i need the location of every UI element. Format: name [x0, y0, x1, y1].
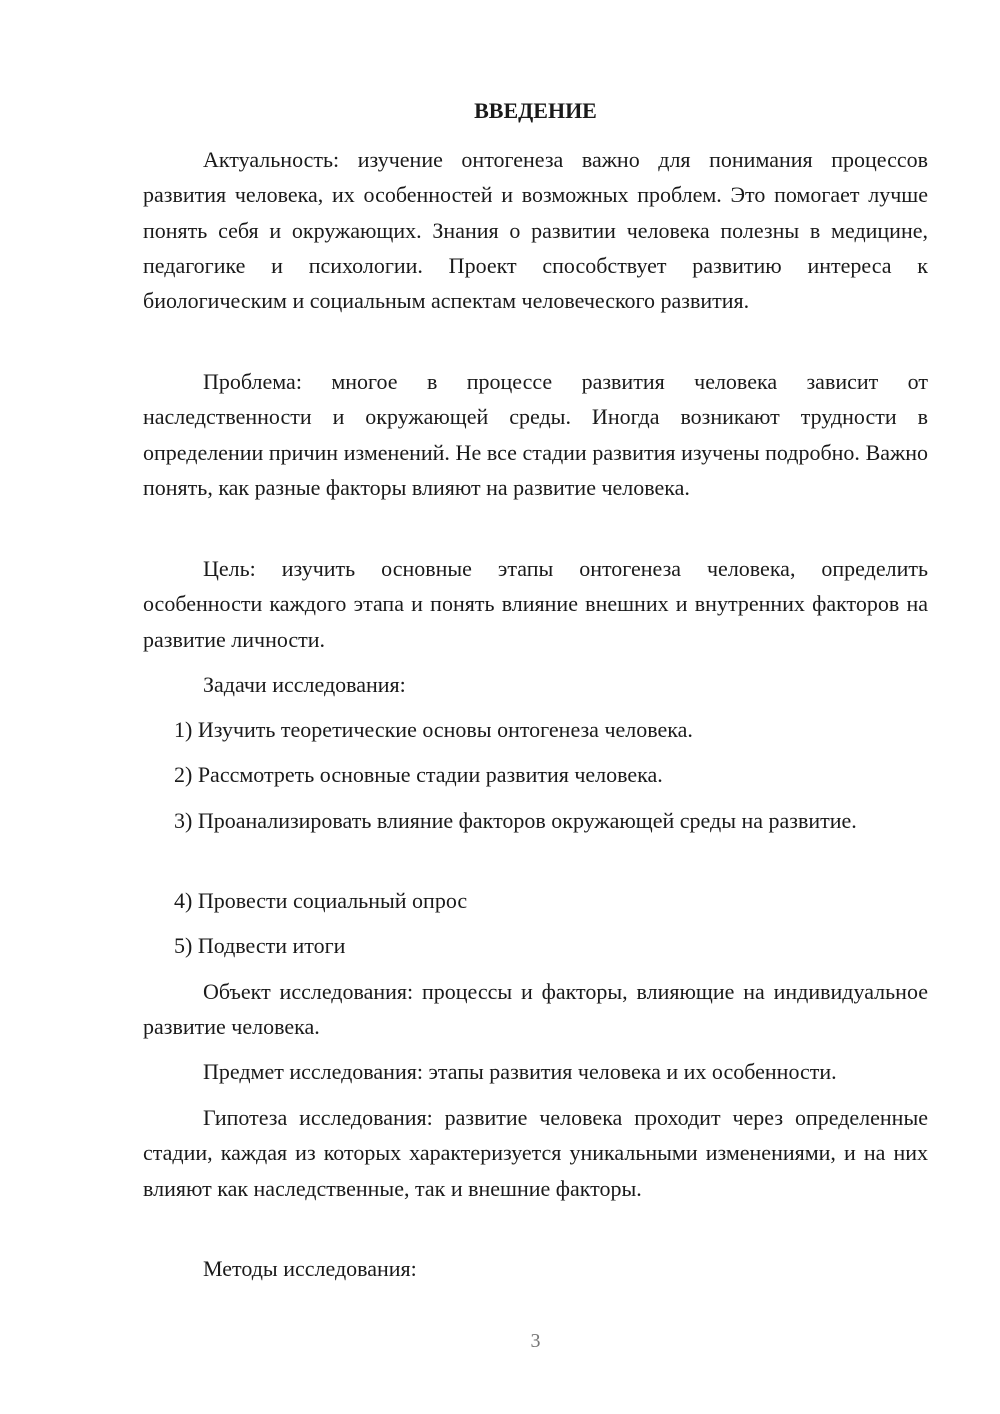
relevance-paragraph: Актуальность: изучение онтогенеза важно для понимания процессов развития человека, их особенностей и возможных проблем. Это помогает лучше понять себя и окружающих. Знания о развитии человека полезны в медицине, педагогике и психологии. Проект способствует развитию интереса к биологическим и социальным аспектам человеческого развития.	[143, 147, 928, 314]
page-number: 3	[530, 1330, 541, 1352]
subject-paragraph: Предмет исследования: этапы развития человека и их особенности.	[203, 1059, 837, 1084]
task-item: 2) Рассмотреть основные стадии развития человека.	[174, 762, 663, 787]
task-item: 4) Провести социальный опрос	[174, 888, 468, 913]
methods-paragraph: Методы исследования:	[203, 1256, 417, 1281]
object-paragraph: Объект исследования: процессы и факторы, влияющие на индивидуальное развитие человека.	[143, 979, 928, 1040]
problem-paragraph: Проблема: многое в процессе развития человека зависит от наследственности и окружающей среды. Иногда возникают трудности в определении причин изменений. Не все стадии развития изучены подробно. Важно понять, как разные факторы влияют на развитие человека.	[143, 369, 928, 500]
tasks-heading: Задачи исследования:	[203, 672, 406, 697]
document-page	[143, 0, 928, 1414]
task-item: 1) Изучить теоретические основы онтогенеза человека.	[174, 717, 693, 742]
page-title: ВВЕДЕНИЕ	[474, 98, 597, 123]
task-item: 3) Проанализировать влияние факторов окружающей среды на развитие.	[174, 808, 857, 833]
goal-paragraph: Цель: изучить основные этапы онтогенеза человека, определить особенности каждого этапа и понять влияние внешних и внутренних факторов на развитие личности.	[143, 556, 928, 652]
task-item: 5) Подвести итоги	[174, 933, 346, 958]
hypothesis-paragraph: Гипотеза исследования: развитие человека проходит через определенные стадии, каждая из которых характеризуется уникальными изменениями, и на них влияют как наследственные, так и внешние факторы.	[143, 1105, 928, 1201]
